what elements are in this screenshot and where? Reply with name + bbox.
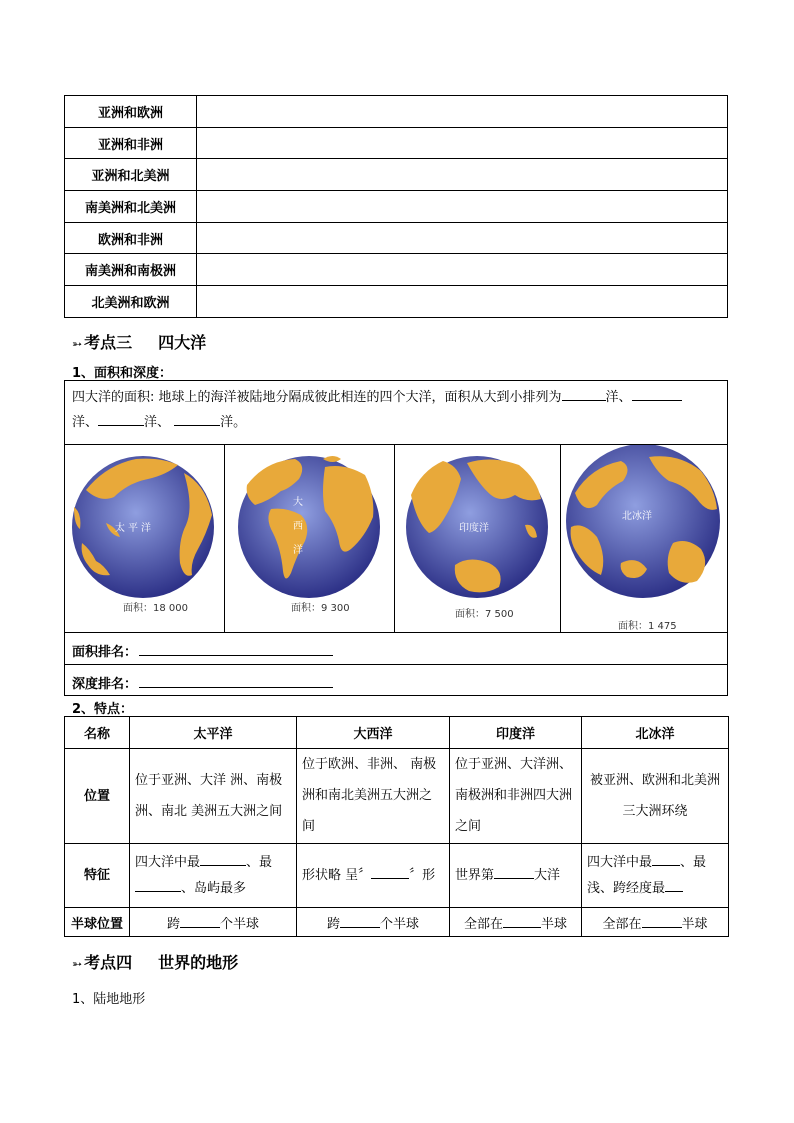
subtitle-landforms: 1、陆地地形 [72,992,146,1007]
table-cell: 被亚洲、欧洲和北美洲三大洲环绕 [582,749,729,844]
globe-pacific [66,445,223,631]
cell-text: 全部在 [602,916,642,932]
answer-blank[interactable] [642,914,682,928]
row-label: 南美洲和北美洲 [65,191,197,223]
intro-text: 四大洋的面积: 地球上的海洋被陆地分隔成彼此相连的四个大洋，面积从大到小排列为 [72,390,562,405]
row-label: 欧洲和非洲 [65,222,197,254]
table-cell [297,844,450,908]
cell-text: 个半球 [380,916,420,932]
cell-text: 全部在 [463,916,503,932]
intro-text: 洋、 [605,390,632,405]
table-row [65,96,728,128]
section-title: 考点三 [84,333,133,352]
answer-blank[interactable] [174,411,220,426]
subtitle-features: 2、特点： [72,702,134,717]
row-label: 亚洲和欧洲 [65,96,197,128]
answer-cell[interactable] [197,286,728,318]
table-row [65,159,728,191]
table-cell [297,908,450,937]
cell-text: 大洋 [534,867,561,883]
cell-text: 形状略 呈〞 [302,867,372,883]
globe-atlantic [225,445,393,631]
cell-text: 、岛屿最多 [181,880,247,896]
section-heading-3 [72,330,206,353]
answer-blank[interactable] [494,865,534,879]
answer-blank[interactable] [180,914,220,928]
header-cell: 名称 [65,717,130,749]
answer-cell[interactable] [197,222,728,254]
arctic-globe-icon [561,445,726,631]
cell-text: 、最浅、跨经度最 [587,854,707,896]
depth-rank-label: 深度排名： [72,677,138,692]
section-heading-4 [72,950,238,973]
answer-blank[interactable] [371,865,409,879]
header-cell: 北冰洋 [582,717,729,749]
subtitle-area-depth: 1、面积和深度： [72,366,173,381]
table-row [65,254,728,286]
intro-paragraph [72,385,722,435]
arrow-icon: ➳ [72,957,83,971]
table-cell: 位于欧洲、非洲、 南极洲和南北美洲五大洲之间 [297,749,450,844]
answer-cell[interactable] [197,127,728,159]
globe-arctic [561,445,726,631]
cell-text: 跨 [166,916,180,932]
header-cell: 大西洋 [297,717,450,749]
area-caption: 面积：7 500 [455,609,514,620]
row-label: 北美洲和欧洲 [65,286,197,318]
answer-blank[interactable] [665,878,683,892]
table-row [65,908,729,937]
area-caption: 面积：18 000 [123,603,188,614]
answer-cell[interactable] [197,96,728,128]
continent-boundary-table [64,95,728,318]
table-cell: 位于亚洲、大洋 洲、南极洲、南北 美洲五大洲之间 [130,749,297,844]
table-cell [582,908,729,937]
table-cell [130,844,297,908]
answer-blank[interactable] [200,852,246,866]
intro-text: 洋、 [144,415,171,430]
row-label: 特征 [65,844,130,908]
ocean-name: 印度洋 [459,523,489,534]
globe-indian [395,445,559,631]
cell-text: 个半球 [220,916,260,932]
cell-text: 半球 [681,916,708,932]
row-label: 亚洲和非洲 [65,127,197,159]
answer-cell[interactable] [197,191,728,223]
table-row [65,844,729,908]
section-topic: 世界的地形 [158,953,239,972]
ocean-name: 北冰洋 [622,511,652,522]
answer-blank[interactable] [340,914,380,928]
arrow-icon: ➳ [72,337,83,351]
area-caption: 面积：1 475 [618,621,677,632]
row-label: 南美洲和南极洲 [65,254,197,286]
cell-text: 跨 [326,916,340,932]
answer-blank[interactable] [652,852,680,866]
header-cell: 太平洋 [130,717,297,749]
area-rank-label: 面积排名： [72,645,138,660]
cell-text: 四大洋中最 [135,854,201,870]
table-row [65,127,728,159]
ocean-name: 太平洋 [115,523,154,534]
table-cell [582,844,729,908]
row-label: 位置 [65,749,130,844]
table-cell: 位于亚洲、大洋洲、南极洲和非洲四大洲之间 [450,749,582,844]
ocean-name: 大西洋 [293,497,303,556]
answer-blank[interactable] [562,386,606,401]
cell-text: 四大洋中最 [587,854,653,870]
area-rank-row [72,641,333,660]
table-cell [130,908,297,937]
answer-blank[interactable] [139,673,333,688]
table-header-row [65,717,729,749]
intro-text: 洋、 [72,415,99,430]
answer-cell[interactable] [197,254,728,286]
answer-blank[interactable] [135,878,181,892]
depth-rank-row [72,673,333,692]
answer-blank[interactable] [632,386,682,401]
answer-blank[interactable] [139,641,333,656]
ocean-features-table [64,716,729,937]
header-cell: 印度洋 [450,717,582,749]
row-label: 半球位置 [65,908,130,937]
table-cell [450,844,582,908]
table-row [65,286,728,318]
answer-blank[interactable] [98,411,144,426]
cell-text: 半球 [541,916,568,932]
row-label: 亚洲和北美洲 [65,159,197,191]
cell-text: 〞形 [409,867,436,883]
table-row [65,222,728,254]
answer-cell[interactable] [197,159,728,191]
ocean-area-box [64,380,728,696]
cell-text: 、最 [246,854,273,870]
table-cell [450,908,582,937]
area-caption: 面积：9 300 [291,603,350,614]
table-row [65,191,728,223]
section-title: 考点四 [84,953,133,972]
indian-globe-icon [395,445,559,631]
answer-blank[interactable] [503,914,541,928]
table-row [65,749,729,844]
intro-text: 洋。 [220,415,247,430]
cell-text: 世界第 [455,867,495,883]
section-topic: 四大洋 [158,333,207,352]
